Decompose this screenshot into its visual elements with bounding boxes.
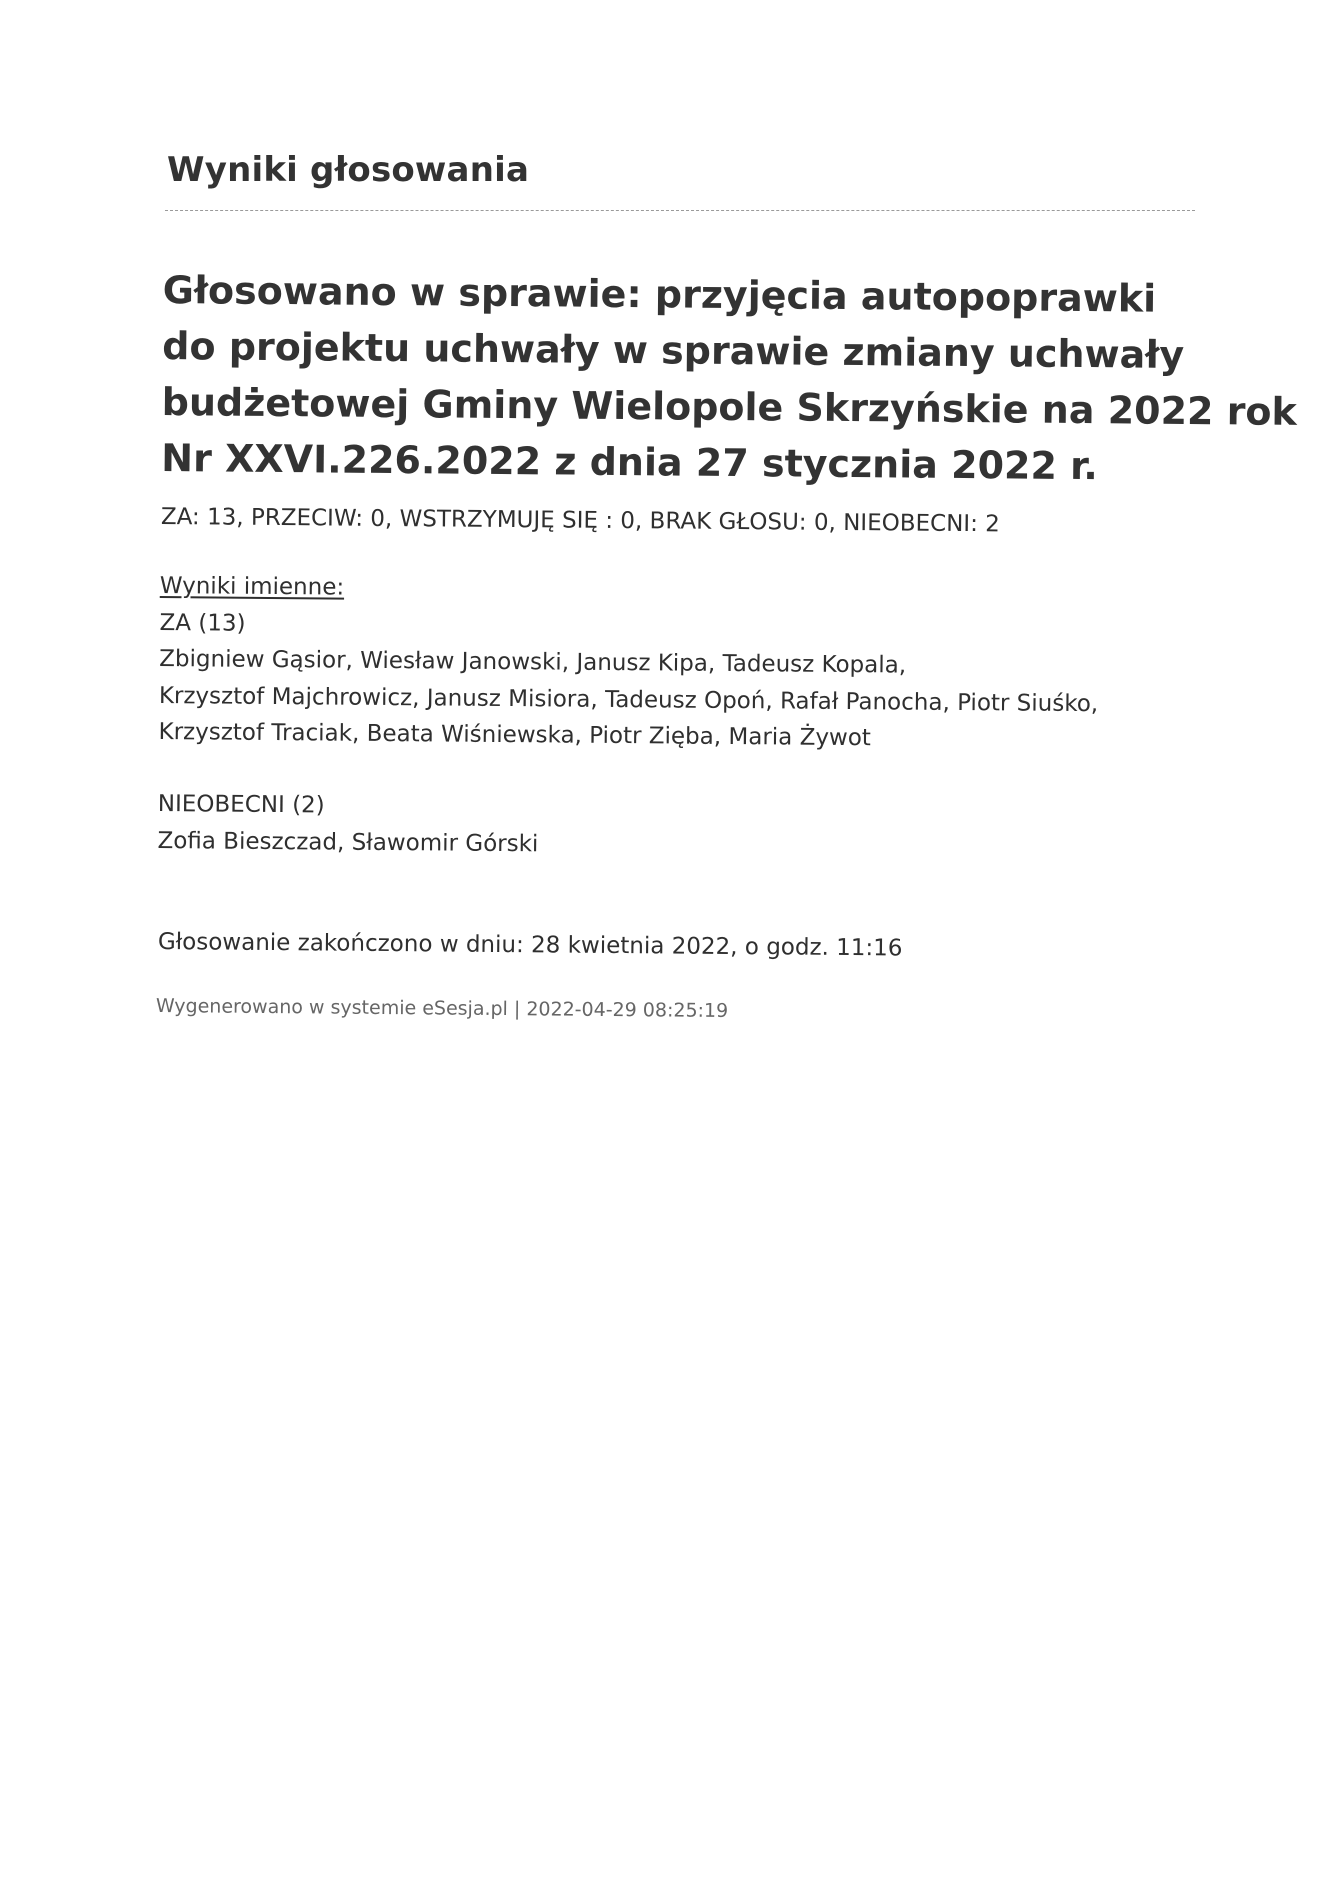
document-title: Wyniki głosowania xyxy=(167,150,530,190)
vote-subject-line: Głosowano w sprawie: przyjęcia autopoprawki xyxy=(162,267,1157,321)
vote-summary: ZA: 13, PRZECIW: 0, WSTRZYMUJĘ SIĘ : 0, BRAK GŁOSU: 0, NIEOBECNI: 2 xyxy=(160,504,1000,538)
for-label: ZA (13) xyxy=(159,609,246,637)
title-divider xyxy=(165,210,1195,211)
for-names-line: Krzysztof Majchrowicz, Janusz Misiora, Tadeusz Opoń, Rafał Panocha, Piotr Siuśko, xyxy=(158,682,1099,717)
named-results-heading: Wyniki imienne: xyxy=(159,572,345,601)
generated-footer: Wygenerowano w systemie eSesja.pl | 2022-04-29 08:25:19 xyxy=(155,995,729,1022)
named-results xyxy=(158,568,1260,760)
absent-label: NIEOBECNI (2) xyxy=(157,790,325,819)
absent-names: Zofia Bieszczad, Sławomir Górski xyxy=(157,827,539,857)
vote-subject-line: budżetowej Gminy Wielopole Skrzyńskie na 2022 rok xyxy=(161,379,1298,434)
for-names-line: Zbigniew Gąsior, Wiesław Janowski, Janusz Kipa, Tadeusz Kopala, xyxy=(159,645,907,679)
absent-results xyxy=(157,786,1258,869)
vote-subject-line: do projektu uchwały w sprawie zmiany uchwały xyxy=(162,323,1185,377)
for-names-line: Krzysztof Traciak, Beata Wiśniewska, Piotr Zięba, Maria Żywot xyxy=(158,718,872,752)
vote-closed-at: Głosowanie zakończono w dniu: 28 kwietnia 2022, o godz. 11:16 xyxy=(157,929,903,962)
vote-subject xyxy=(161,262,1298,495)
vote-subject-line: Nr XXVI.226.2022 z dnia 27 stycznia 2022 r. xyxy=(161,435,1099,489)
